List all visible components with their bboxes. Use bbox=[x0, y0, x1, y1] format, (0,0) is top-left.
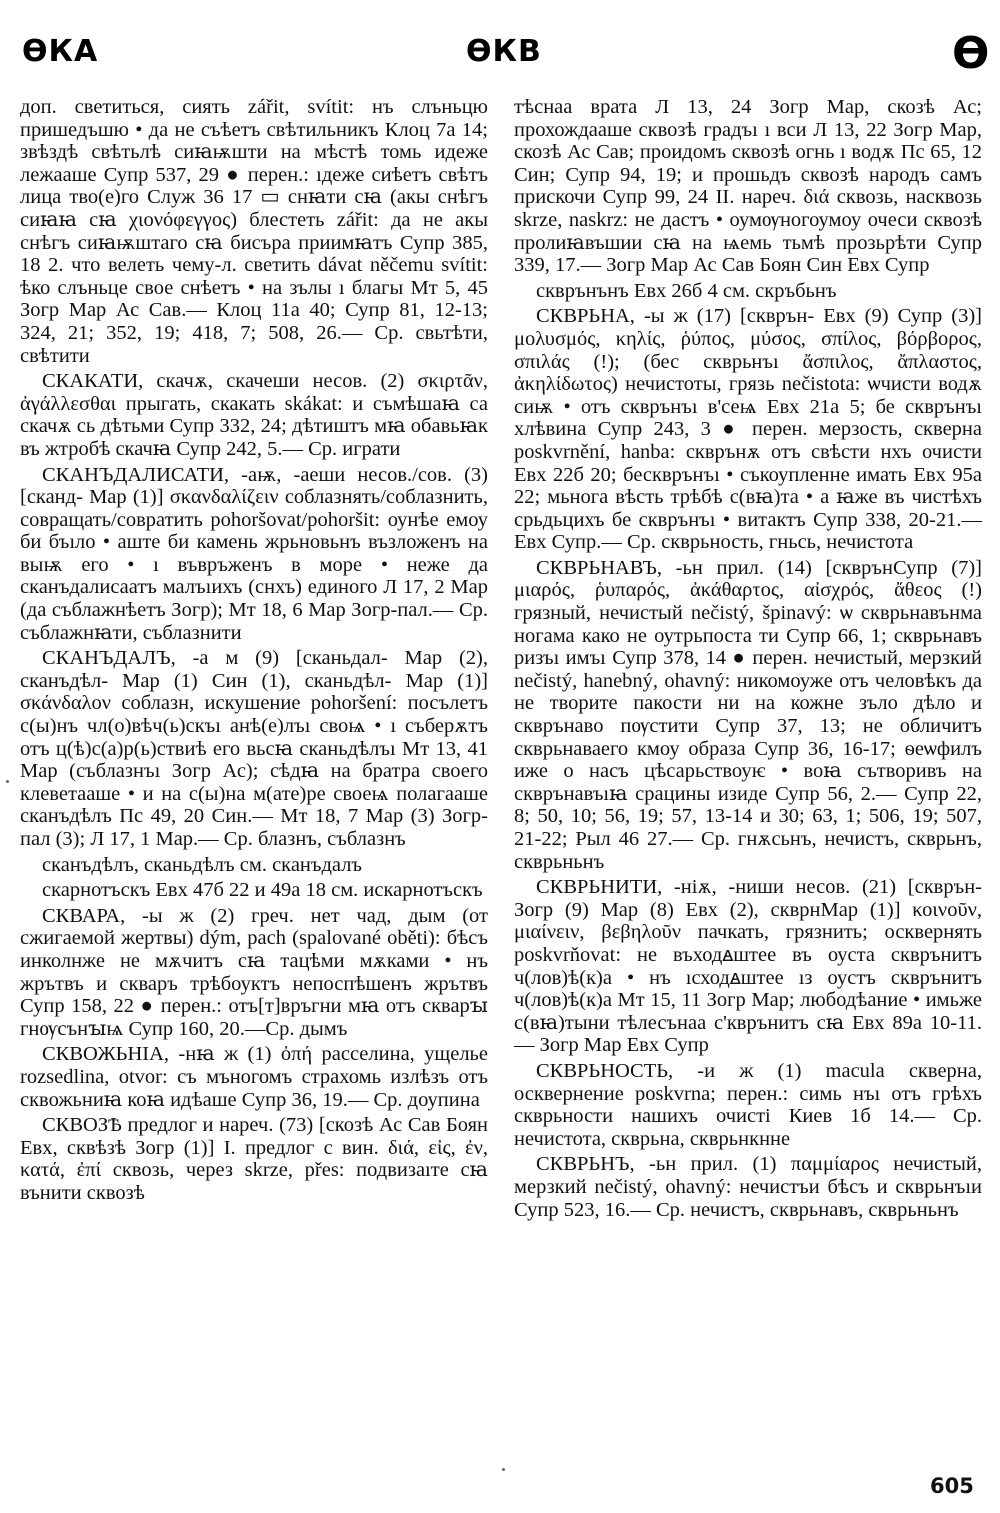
dictionary-entry: СКВРЬНЪ, -ьн прил. (1) παμμίαρος нечистый, мерзкий nečistý, ohavný: нечистъи бѣсъ и скврьнъıи Супр 523, 16.— Ср. нечистъ, скврьнавъ, скврьньнъ bbox=[514, 1153, 982, 1221]
page-number: 605 bbox=[930, 1474, 974, 1498]
dictionary-entry: СКАКАТИ, скачѫ, скачеши несов. (2) σκιρτᾶν, ἀγάλλεσθαι прыгать, скакать skákat: и съмѣшаꙗ са скачѫ сь дѣтьми Супр 332, 24; дѣтиштъ мꙗ обавьꙗк въ жтробѣ скачꙗ Супр 242, 5.— Ср. играти bbox=[20, 370, 488, 460]
dictionary-entry: СКВАРА, -ы ж (2) греч. нет чад, дым (от сжигаемой жертвы) dým, pach (spalované oběti): бѣсъ инколнже не мѫчитъ сꙗ тацѣми мѫками • нъ жрътвъ и скваръ трѣбоуктъ непоспѣшенъ жрътвъ Супр 158, 22 ● перен.: отъ[т]връгни мꙗ отъ скварꙑ гнѹсънꙑѩ Супр 160, 20.—Ср. дымъ bbox=[20, 904, 488, 1040]
scan-speck bbox=[502, 1468, 505, 1471]
dictionary-entry: СКВРЬНИТИ, -ніѫ, -ниши несов. (21) [скврън- Зогр (9) Мар (8) Евх (2), скврнМар (1)] κοινοῦν, μιαίνειν, βεβηλοῦν пачкать, грязнить; осквернять poskvrňovat: не въходꙙштее въ оуста скврънитъ ч(лов)ѣ(к)а • нъ ıсходꙙштее ıз оустъ скврънитъ ч(лов)ѣ(к)а Мт 15, 11 Зогр Мар; любодѣаниe • имьже с(вꙗ)тыни тѣлесънаа с'кврънитъ сꙗ Евх 89а 10-11.— Зогр Мар Евх Супр bbox=[514, 876, 982, 1057]
scan-speck bbox=[6, 780, 9, 783]
cross-reference-entry: скарнотъскъ Евх 47б 22 и 49а 18 см. искарнотъскъ bbox=[42, 879, 483, 902]
page-header bbox=[0, 28, 1000, 88]
dictionary-entry: СКВРЬНОСТЬ, -и ж (1) macula скверна, осквернение poskvrna; перен.: симь нъı отъ грѣхъ скврьности нашихъ очисті Киев 1б 14.— Ср. нечистота, скврьна, скврьнкнне bbox=[514, 1059, 982, 1150]
cross-reference-entry: сканъдѣлъ, сканьдѣлъ см. сканъдалъ bbox=[42, 853, 363, 876]
dictionary-entry: доп. светиться, сиять zářit, svítit: нъ слъньцю пришедъшю • да не съѣетъ свѣтильникъ Клоц 7а 14; звѣздѣ свѣтьлѣ сиꙗѭшти на мѣстѣ томь идеже лежааше Супр 537, 29 ● перен.: ıдеже сиѣетъ свѣтъ лица тво(е)го Служ 36 17 ▭ снꙗти сꙗ (акы снѣгъ сиꙗꙗ сꙗ χιονόφεγγος) блестеть zářit: да не акы снѣгъ сиꙗѭштаго сꙗ бисъра приимꙗтъ Супр 385, 18 2. что велеть чему-л. светить dávat něčemu svítit: ѣко слъньце свое снѣетъ • на зълы ı благы Мт 5, 45 Зогр Мар Ас Сав.— Клоц 11а 40; Супр 81, 12-13; 324, 21; 352, 19; 418, 7; 508, 26.— Ср. свьтѣти, свѣтити bbox=[20, 96, 488, 367]
dictionary-entry: СКВРЬНАВЪ, -ьн прил. (14) [скврънСупр (7)] μιαρός, ῥυπαρός, ἀκάθαρτος, αἰσχρός, ἄθεος (!) грязный, нечистый nečistý, špinavý: ѡ скврьнавънма ногама како не оутрьпоста ти Супр 66, 1; скврьнавъ ризъı имъı Супр 378, 14 ● перен. нечистый, мерзкий nečistý, hanebný, ohavný: никомоуже отъ человѣкъ да не творите пакости ни на кожне зъло дѣло и скврънаво пѹстити Супр 37, 13; не обличитъ скврьнаваего кмоу образа Супр 36, 16-17; ѳеѡфилъ иже о насъ цѣсарьствоуѥ • воꙗ сътворивъ на скврънавъıꙗ срацины изиде Супр 56, 2.— Супр 22, 8; 50, 10; 56, 19; 57, 13-14 и 30; 63, 1; 506, 19; 507, 21-22; Рыл 46 27.— Ср. гнѫсьнъ, нечистъ, скврьнъ, скврьньнъ bbox=[514, 556, 982, 873]
dictionary-entry: СКВОЖЬНІА, -нꙗ ж (1) ὀπή расселина, ущелье rozsedlina, otvor: съ мъногомъ страхомь излѣзъ отъ сквожьниꙗ коꙗ идѣаше Супр 36, 19.— Ср. доупина bbox=[20, 1043, 488, 1111]
cross-reference-entry: скврънънъ Евх 26б 4 см. скръбьнъ bbox=[536, 279, 837, 302]
dictionary-entry: СКАНЪДАЛИСАТИ, -аѭ, -аеши несов./сов. (3) [сканд- Мар (1)] σκανδαλίζειν соблазнять/соблазнить, совращать/совратить pohoršovat/pohoršit: оунѣе емоу би бъıло • аште би камень жрьновьнъ възложенъ на выѭ его • ı въвръженъ в море • неже да сканъдалисаатъ малъıихъ (снхъ) единого Л 17, 2 Мар (да съблажнѣетъ Зогр); Мт 18, 6 Мар Зогр-пал.— Ср. съблажнꙗти, съблазнити bbox=[20, 463, 488, 644]
left-column bbox=[20, 96, 488, 1208]
dictionary-entry: СКВОЗѢ предлог и нареч. (73) [скозѣ Ас Сав Боян Евх, сквѣзѣ Зогр (1)] I. предлог с вин. διά, εἰς, ἐν, κατά, ἐπί сквозь, через skrze, přes: подвизаıте сꙗ вънити сквозѣ bbox=[20, 1114, 488, 1204]
running-head-left: ѲКА bbox=[22, 34, 99, 69]
right-column bbox=[514, 96, 982, 1224]
running-head-center: ѲКВ bbox=[466, 34, 542, 69]
dictionary-entry: СКАНЪДАЛЪ, -а м (9) [сканьдал- Мар (2), сканъдѣл- Мар (1) Син (1), сканьдѣл- Мар (1)] σκάνδαλον соблазн, искушение pohoršení: посълетъ с(ы)нъ чл(о)вѣч(ь)скъı анѣ(е)лъı своѩ • ı съберѫтъ отъ ц(ѣ)с(а)р(ь)ствиѣ его вьсꙗ сканьдѣлъı Мт 13, 41 Мар (съблазнъı Зогр Ас); сѣдꙗ на братра своего клеветааше • и на с(ы)на м(ате)ре своеѩ полагааше сканъдѣлъ Пс 49, 20 Син.— Мт 18, 7 Мар (3) Зогр-пал (3); Л 17, 1 Мар.— Ср. блазнъ, съблазнъ bbox=[20, 647, 488, 850]
dictionary-entry: тѣснаа врата Л 13, 24 Зогр Мар, скозѣ Ас; прохождааше сквозѣ градъı ı вси Л 13, 22 Зогр Мар, скозѣ Ас Сав; проидомъ сквозѣ огнь ı водѫ Пс 65, 12 Син; Супр 94, 19; и прошьдъ сквозѣ народъ самъ прискочи Супр 99, 24 II. нареч. διά сквозь, насквозь skrze, naskrz: не дастъ • оумѹногоумоу очеси сквозѣ пролиꙗвъшии сꙗ на ѩемь тьмѣ прозьрѣти Супр 339, 17.— Зогр Мар Ас Сав Боян Син Евх Супр bbox=[514, 96, 982, 277]
section-letter-mark: Ѳ bbox=[952, 28, 990, 79]
dictionary-entry: СКВРЬНА, -ы ж (17) [скврън- Евх (9) Супр (3)] μολυσμός, κηλίς, ῥύπος, μύσος, σπίλος, βόρβορος, σπιλάς (!); (бес скврьнъı ἄσπιλος, ἄπλαστος, ἀκηλίδωτος) нечистоты, грязь nečistota: ѡчисти водѫ сиѭ • отъ скврънъı в'сеѩ Евх 21а 5; бе скврънъı хлѣвина Супр 243, 3 ● перен. мерзость, скверна poskvrnění, hanba: скврънѫ отъ свѣсти нхъ очисти Евх 22б 20; бескврънъı • съкоупленне имать Евх 95а 22; мьнога вѣсть трѣбѣ с(вꙗ)та • а ꙗже въ чистѣхъ срьдьцихъ бе скврънъı • витактъ Супр 338, 20-21.— Евх Супр.— Ср. скврьность, гньсь, нечистота bbox=[514, 305, 982, 554]
